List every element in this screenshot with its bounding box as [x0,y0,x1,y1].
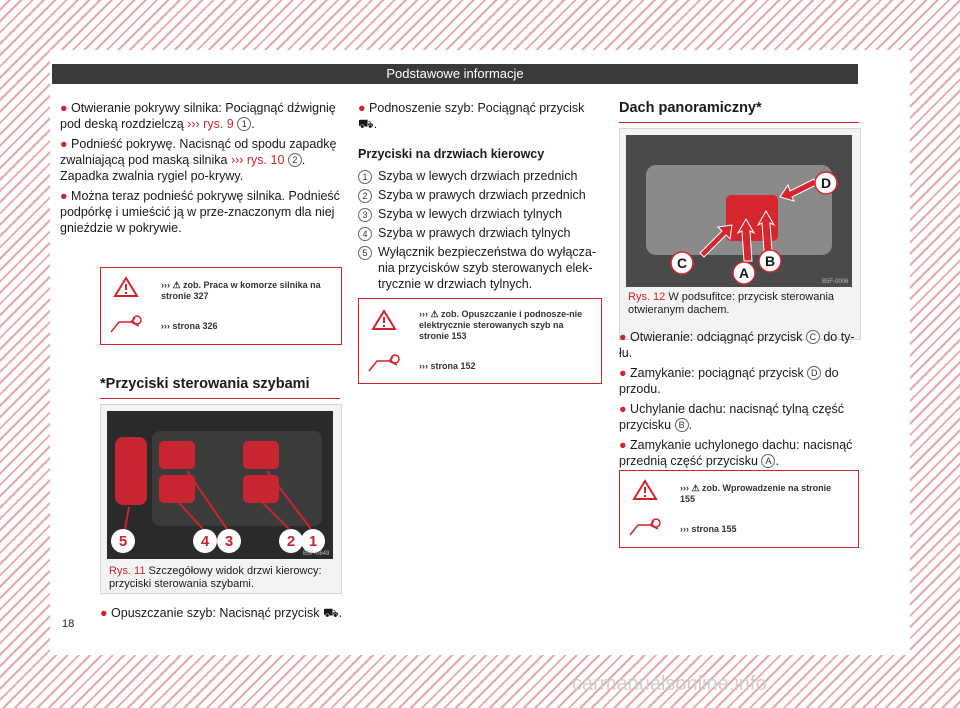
warning-triangle-icon [113,276,139,298]
page-number: 18 [62,618,75,630]
driver-door-buttons-list [358,168,603,292]
hand-note-icon [367,353,403,375]
bullet-dot: ● [60,137,68,151]
middle-column [358,100,603,295]
right-column-text [619,329,859,473]
bullet-sunroof-close-tilted: ● Zamykanie uchylonego dachu: nacisnąć przednią część przycisku A . [619,438,853,468]
callout-5: 5 [118,533,128,550]
figure-11-caption: Rys. 11 Szczegółowy widok drzwi kierowcy: przyciski sterowania szybami. [109,565,322,590]
callout-3: 3 [224,533,234,550]
section-title-sunroof: Dach panoramiczny* [619,100,859,123]
hand-note-icon [109,314,145,336]
bullet-hood-support: ● Można teraz podnieść pokrywę silnika. Podnieść podpórkę i umieścić ją w prze-znaczonym dla niej gnieździe w pokrywie. [60,189,340,235]
sunroof-switch-illustration [626,135,852,287]
figure-12-image [626,135,852,287]
bullet-dot: ● [100,606,108,620]
list-item: 5 Wyłącznik bezpieczeństwa do wyłącza-nia przycisków szyb sterowanych elek-trycznie w drzwiach tylnych. [358,244,603,292]
figure-code: B5F-0006 [822,279,849,285]
warning-box-windows [358,298,602,384]
left-column [60,100,340,240]
page-header: Podstawowe informacje [52,64,858,84]
bullet-dot: ● [60,101,68,115]
list-item: 2 Szyba w prawych drzwiach przednich [358,187,603,203]
warning-link[interactable]: ››› ⚠ zob. Opuszczanie i podnosze-nie elektrycznie sterowanych szyb na stronie 153 [419,309,583,341]
figure-link[interactable]: rys. 9 [203,117,234,131]
bullet-sunroof-close: ● Zamykanie: pociągnąć przycisk D do przodu. [619,366,839,396]
section-title-windows: *Przyciski sterowania szybami [100,376,340,399]
bullet-dot: ● [60,189,68,203]
callout-4: 4 [200,533,210,550]
list-item: 1 Szyba w lewych drzwiach przednich [358,168,603,184]
note-link[interactable]: ››› strona 152 [419,361,476,371]
bullet-windows-down: ● Opuszczanie szyb: Nacisnąć przycisk ⛟. [100,606,343,620]
callout-C: C [676,255,688,271]
callout-chip: 2 [288,153,302,167]
callout-1: 1 [308,533,318,550]
bullet-dot: ● [619,438,627,452]
watermark: carmanualsonline.info [572,673,767,695]
bullet-hood-open: ● Otwieranie pokrywy silnika: Pociągnąć dźwignię pod deską rozdzielczą ››› rys. 9 1 . [60,101,336,131]
callout-chip: D [807,366,821,380]
callout-chip: A [761,454,775,468]
bullet-windows-up: ● Podnoszenie szyb: Pociągnąć przycisk ⛟. [358,101,585,131]
warning-triangle-icon [632,479,658,501]
callout-D: D [820,175,832,191]
figure-12 [619,128,861,340]
warning-box-hood [100,267,342,345]
bullet-dot: ● [619,366,627,380]
figure-11 [100,404,342,594]
callout-B: B [764,253,776,269]
bullet-hood-raise: ● Podnieść pokrywę. Nacisnąć od spodu zapadkę zwalniającą pod maską silnika ››› rys. 10 2 . Zapadka zwalnia rygiel po-krywy. [60,137,337,183]
figure-link[interactable]: ››› rys. 10 [230,153,285,167]
warning-box-sunroof [619,470,859,548]
subheading-driver-door: Przyciski na drzwiach kierowcy [358,147,545,161]
bullet-dot: ● [619,402,627,416]
figure-12-caption: Rys. 12 W podsufitce: przycisk sterowania otwieranym dachem. [628,291,835,316]
figure-11-image [107,411,333,559]
warning-triangle-icon [371,309,397,331]
warning-link[interactable]: ››› ⚠ zob. Wprowadzenie na stronie 155 [680,483,832,504]
callout-chip: C [806,330,820,344]
callout-chip: 1 [237,117,251,131]
callout-2: 2 [286,533,296,550]
car-window-icon: ⛟ [322,606,339,620]
bullet-dot: ● [619,330,627,344]
figure-code: B5F-0649 [303,551,330,557]
window-switch-panel-illustration [107,411,333,559]
list-item: 4 Szyba w prawych drzwiach tylnych [358,225,603,241]
bullet-sunroof-tilt: ● Uchylanie dachu: nacisnąć tylną część przycisku B . [619,402,845,432]
bullet-dot: ● [358,101,366,115]
callout-A: A [738,265,750,281]
hand-note-icon [628,517,664,539]
car-window-icon: ⛟ [358,117,374,131]
note-link[interactable]: ››› strona 326 [161,321,218,331]
warning-link[interactable]: ››› ⚠ zob. Praca w komorze silnika na stronie 327 [161,280,321,301]
callout-chip: B [675,418,689,432]
bullet-sunroof-open: ● Otwieranie: odciągnąć przycisk C do ty-łu. [619,330,855,360]
note-link[interactable]: ››› strona 155 [680,524,737,534]
list-item: 3 Szyba w lewych drzwiach tylnych [358,206,603,222]
ref-arrows: ››› [187,117,200,131]
